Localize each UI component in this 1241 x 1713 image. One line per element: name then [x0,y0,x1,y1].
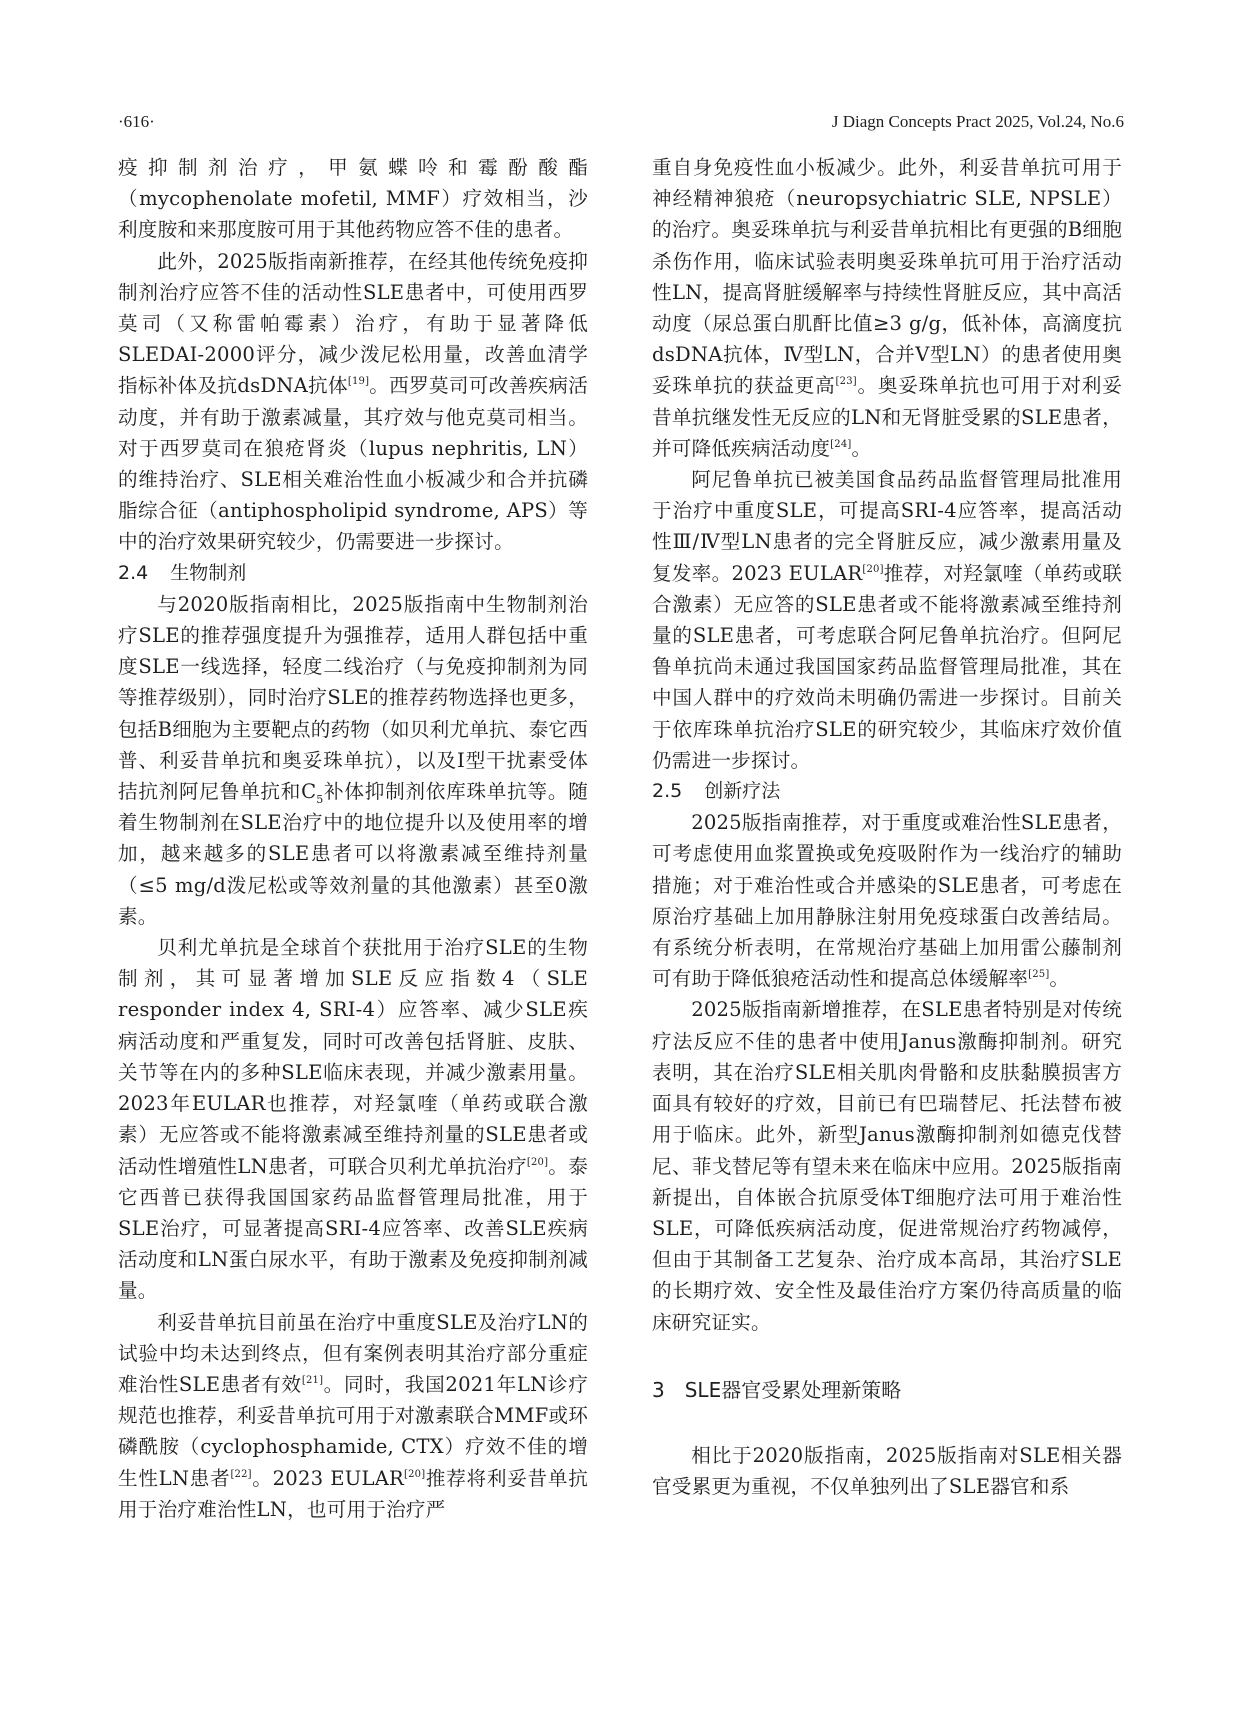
paragraph: 相比于2020版指南，2025版指南对SLE相关器官受累更为重视，不仅单独列出了SLE器官和系 [652,1443,1122,1498]
running-header [118,112,1124,142]
section-heading-2-4: 2.4 生物制剂 [118,561,247,584]
paragraph: 阿尼鲁单抗已被美国食品药品监督管理局批准用于治疗中重度SLE，可提高SRI-4应答率，提高活动性Ⅲ/Ⅳ型LN患者的完全肾脏反应，减少激素用量及复发率。2023 EULAR[20]推荐，对羟氯喹（单药或联合激素）无应答的SLE患者或不能将激素减至维持剂量的SLE患者，可考虑联合阿尼鲁单抗治疗。但阿尼鲁单抗尚未通过我国国家药品监督管理局批准，其在中国人群中的疗效尚未明确仍需进一步探讨。目前关于依库珠单抗治疗SLE的研究较少，其临床疗效价值仍需进一步探讨。 [652,468,1123,772]
left-column [118,152,588,1525]
paragraph: 重自身免疫性血小板减少。此外，利妥昔单抗可用于神经精神狼疮（neuropsychiatric SLE, NPSLE）的治疗。奥妥珠单抗与利妥昔单抗相比有更强的B细胞杀伤作用，临床试验表明奥妥珠单抗可用于治疗活动性LN，提高肾脏缓解率与持续性肾脏反应，其中高活动度（尿总蛋白肌酐比值≥3 g/g，低补体，高滴度抗dsDNA抗体，Ⅳ型LN，合并Ⅴ型LN）的患者使用奥妥珠单抗的获益更高[23]。奥妥珠单抗也可用于对利妥昔单抗继发性无反应的LN和无肾脏受累的SLE患者，并可降低疾病活动度[24]。 [652,156,1122,460]
paragraph: 此外，2025版指南新推荐，在经其他传统免疫抑制剂治疗应答不佳的活动性SLE患者中，可使用西罗莫司（又称雷帕霉素）治疗，有助于显著降低SLEDAI-2000评分，减少泼尼松用量，改善血清学指标补体及抗dsDNA抗体[19]。西罗莫司可改善疾病活动度，并有助于激素减量，其疗效与他克莫司相当。对于西罗莫司在狼疮肾炎（lupus nephritis, LN）的维持治疗、SLE相关难治性血小板减少和合并抗磷脂综合征（antiphospholipid syndrome, APS）等中的治疗效果研究较少，仍需要进一步探讨。 [118,249,589,554]
citation-ref[interactable]: [24] [830,438,852,450]
citation-ref[interactable]: [22] [230,1468,252,1480]
paragraph: 疫抑制剂治疗，甲氨蝶呤和霉酚酸酯（mycophenolate mofetil, MMF）疗效相当，沙利度胺和来那度胺可用于其他药物应答不佳的患者。 [118,156,588,242]
citation-ref[interactable]: [20] [404,1468,426,1480]
page-number: ·616· [118,112,155,131]
right-column [652,152,1122,1502]
paragraph: 2025版指南推荐，对于重度或难治性SLE患者，可考虑使用血浆置换或免疫吸附作为一线治疗的辅助措施；对于难治性或合并感染的SLE患者，可考虑在原治疗基础上加用静脉注射用免疫球蛋白改善结局。有系统分析表明，在常规治疗基础上加用雷公藤制剂可有助于降低狼疮活动性和提高总体缓解率[25]。 [652,811,1122,991]
citation-ref[interactable]: [19] [347,376,370,388]
paragraph: 2025版指南新增推荐，在SLE患者特别是对传统疗法反应不佳的患者中使用Janus激酶抑制剂。研究表明，其在治疗SLE相关肌肉骨骼和皮肤黏膜损害方面具有较好的疗效，目前已有巴瑞替尼、托法替布被用于临床。此外，新型Janus激酶抑制剂如德克伐替尼、菲戈替尼等有望未来在临床中应用。2025版指南新提出，自体嵌合抗原受体T细胞疗法可用于难治性SLE，可降低疾病活动度，促进常规治疗药物减停，但由于其制备工艺复杂、治疗成本高昂，其治疗SLE的长期疗效、安全性及最佳治疗方案仍待高质量的临床研究证实。 [652,998,1122,1334]
paragraph: 与2020版指南相比，2025版指南中生物制剂治疗SLE的推荐强度提升为强推荐，适用人群包括中重度SLE一线选择，轻度二线治疗（与免疫抑制剂为同等推荐级别），同时治疗SLE的推荐药物选择也更多，包括B细胞为主要靶点的药物（如贝利尤单抗、泰它西普、利妥昔单抗和奥妥珠单抗），以及Ⅰ型干扰素受体拮抗剂阿尼鲁单抗和$C_5$补体抑制剂依库珠单抗等。随着生物制剂在SLE治疗中的地位提升以及使用率的增加，越来越多的SLE患者可以将激素减至维持剂量（≤5 mg/d泼尼松或等效剂量的其他激素）甚至0激素。 [118,592,588,928]
paragraph: 利妥昔单抗目前虽在治疗中重度SLE及治疗LN的试验中均未达到终点，但有案例表明其治疗部分重症难治性SLE患者有效[21]。同时，我国2021年LN诊疗规范也推荐，利妥昔单抗可用于对激素联合MMF或环磷酰胺（cyclophosphamide, CTX）疗效不佳的增生性LN患者[22]。2023 EULAR[20]推荐将利妥昔单抗用于治疗难治性LN，也可用于治疗严 [118,1310,588,1521]
citation-ref[interactable]: [21] [301,1374,324,1386]
section-heading-3: 3 SLE器官受累处理新策略 [652,1377,902,1402]
citation-ref[interactable]: [20] [526,1156,549,1168]
paragraph: 贝利尤单抗是全球首个获批用于治疗SLE的生物制剂，其可显著增加SLE反应指数4（SLE responder index 4, SRI-4）应答率、减少SLE疾病活动度和严重复发，同时可改善包括肾脏、皮肤、关节等在内的多种SLE临床表现，并减少激素用量。2023年EULAR也推荐，对羟氯喹（单药或联合激素）无应答或不能将激素减至维持剂量的SLE患者或活动性增殖性LN患者，可联合贝利尤单抗治疗[20]。泰它西普已获得我国国家药品监督管理局批准，用于SLE治疗，可显著提高SRI-4应答率、改善SLE疾病活动度和LN蛋白尿水平，有助于激素及免疫抑制剂减量。 [118,936,588,1303]
section-heading-2-5: 2.5 创新疗法 [652,780,781,803]
citation-ref[interactable]: [20] [862,563,884,575]
citation-ref[interactable]: [23] [835,376,857,388]
journal-citation: J Diagn Concepts Pract 2025, Vol.24, No.6 [831,112,1124,131]
citation-ref[interactable]: [25] [1028,969,1050,981]
